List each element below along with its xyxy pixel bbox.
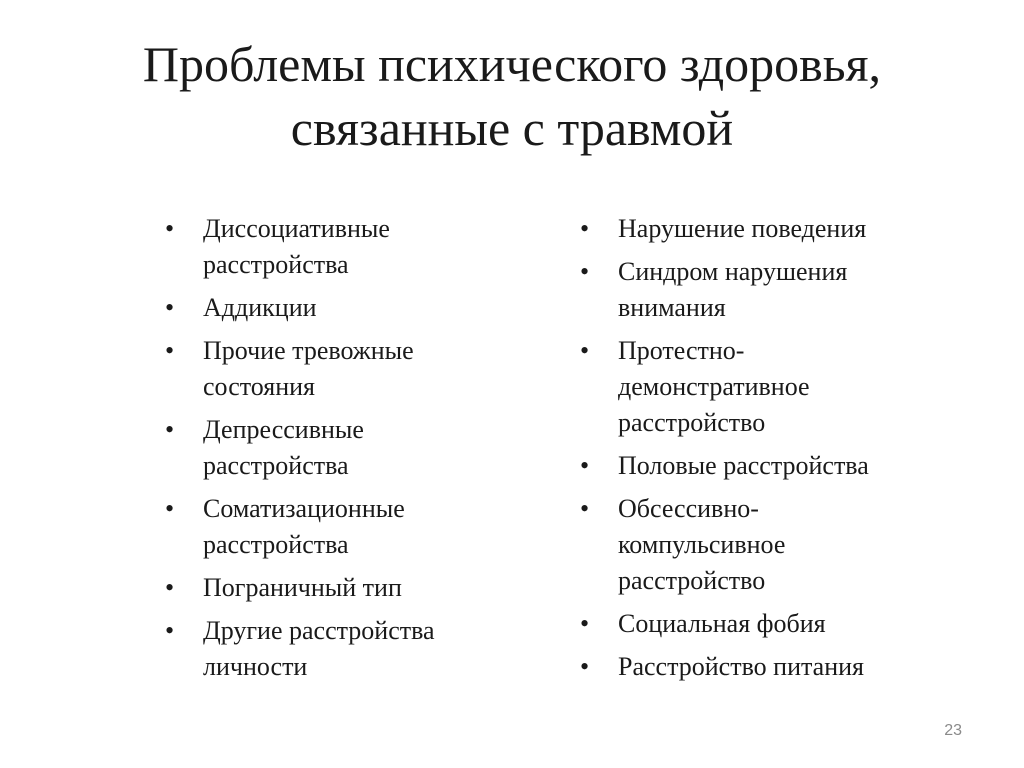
list-item-text: Синдром нарушения [618,257,848,286]
bullet-icon: • [580,609,590,638]
list-item [165,570,505,606]
bullet-icon: • [165,616,175,645]
list-item [580,211,960,247]
bullet-icon: • [580,214,590,243]
page-number: 23 [944,722,962,739]
slide-title-line-1: Проблемы психического здоровья, [142,36,882,92]
list-item-text: Нарушение поведения [618,214,867,243]
list-item [165,290,505,326]
bullet-icon: • [165,214,175,243]
list-item [580,649,960,685]
list-item-text: расстройства [203,451,349,480]
bullet-icon: • [580,652,590,681]
bullet-icon: • [165,573,175,602]
bullet-icon: • [165,336,175,365]
list-item [165,613,505,685]
list-item-text: Половые расстройства [618,451,869,480]
list-item-text: Расстройство питания [618,652,865,681]
list-item-text: расстройство [618,566,766,595]
list-item-text: Прочие тревожные [203,336,414,365]
list-item [165,491,505,563]
list-item-text: Депрессивные [203,415,364,444]
list-item-text: Протестно- [618,336,745,365]
list-item [165,412,505,484]
bullet-icon: • [165,415,175,444]
list-item [165,211,505,283]
list-item-text: Социальная фобия [618,609,826,638]
bullet-icon: • [580,451,590,480]
list-item [580,606,960,642]
list-item-text: Другие расстройства [203,616,435,645]
bullet-icon: • [580,336,590,365]
list-item-text: демонстративное [618,372,810,401]
bullet-icon: • [580,257,590,286]
list-item-text: Аддикции [203,293,317,322]
bullet-icon: • [165,494,175,523]
slide-title [0,32,1024,160]
list-item-text: Диссоциативные [203,214,390,243]
bullet-icon: • [165,293,175,322]
list-item-text: состояния [203,372,315,401]
right-bullet-list [580,211,960,692]
list-item-text: расстройства [203,530,349,559]
list-item-text: внимания [618,293,726,322]
list-item [580,491,960,599]
list-item-text: Обсессивно- [618,494,759,523]
list-item [580,448,960,484]
list-item [580,254,960,326]
list-item [165,333,505,405]
list-item-text: расстройство [618,408,766,437]
bullet-icon: • [580,494,590,523]
list-item [580,333,960,441]
list-item-text: Пограничный тип [203,573,402,602]
left-bullet-list [165,211,505,692]
list-item-text: личности [203,652,308,681]
slide-title-line-2: связанные с травмой [290,100,734,156]
list-item-text: компульсивное [618,530,786,559]
list-item-text: расстройства [203,250,349,279]
list-item-text: Соматизационные [203,494,405,523]
